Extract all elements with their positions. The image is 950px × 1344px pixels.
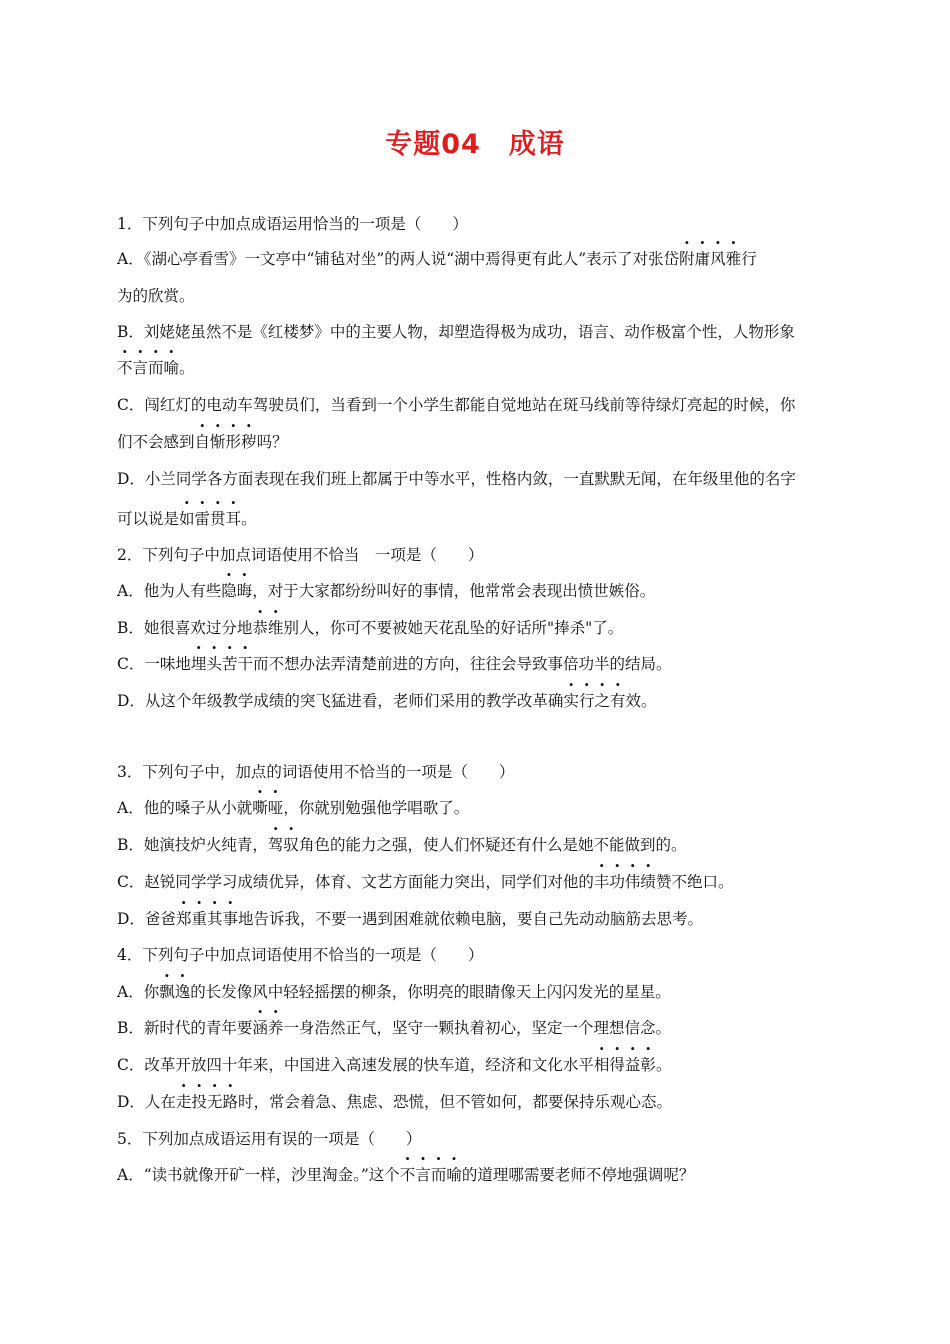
question-1-stem: 1．下列句子中加点成语运用恰当的一项是（ ） <box>117 215 468 233</box>
question-3-option-c: C．赵锐同学学习成绩优异，体育、文艺方面能力突出，同学们对他的丰功伟绩赞不绝口。 <box>117 873 734 891</box>
emphasized-char: 走 <box>175 1093 192 1111</box>
emphasized-char: 路 <box>222 1093 238 1111</box>
question-4-option-a: A．你飘逸的长发像风中轻轻摇摆的柳条，你明亮的眼睛像天上闪闪发光的星星。 <box>117 983 671 1001</box>
emphasized-char: 实 <box>563 692 579 710</box>
emphasized-char: 风 <box>710 250 726 268</box>
question-3-option-d: D．爸爸郑重其事地告诉我，不要一遇到困难就依赖电脑，要自己先动动脑筋去思考。 <box>117 910 704 928</box>
emphasized-char: 重 <box>191 910 207 928</box>
emphasized-char: 飘 <box>159 983 175 1001</box>
question-3-stem: 3．下列句子中，加点的词语使用不恰当的一项是（ ） <box>117 763 515 781</box>
emphasized-char: 丰 <box>593 873 610 891</box>
question-3-option-a: A．他的嗓子从小就嘶哑，你就别勉强他学唱歌了。 <box>117 799 470 817</box>
emphasized-char: 埋 <box>190 655 207 673</box>
emphasized-char: 无 <box>206 1093 223 1111</box>
emphasized-char: 嘶 <box>252 799 268 817</box>
emphasized-char: 苦 <box>221 655 238 673</box>
emphasized-char: 自 <box>194 433 211 451</box>
emphasized-char: 行 <box>578 692 595 710</box>
question-5-stem: 5．下列加点成语运用有误的一项是（ ） <box>117 1130 422 1148</box>
emphasized-char: 伟 <box>624 873 641 891</box>
emphasized-char: 隐 <box>221 582 237 600</box>
question-1-option-d: D．小兰同学各方面表现在我们班上都属于中等水平，性格内敛，一直默默无闻，在年级里他的名字 <box>117 470 796 488</box>
emphasized-char: 晦 <box>236 582 253 600</box>
question-2-option-a: A．他为人有些隐晦，对于大家都纷纷叫好的事情，他常常会表现出愤世嫉俗。 <box>117 582 656 600</box>
emphasized-char: 不 <box>399 1166 416 1184</box>
emphasized-char: 喻 <box>163 359 180 377</box>
question-1-option-b-continued: 不言而喻。 <box>117 359 195 377</box>
page-title: 专题04 成语 <box>385 129 565 160</box>
emphasized-char: 涵 <box>252 1019 268 1037</box>
emphasized-char: 事 <box>222 910 238 928</box>
emphasized-char: 头 <box>206 655 222 673</box>
emphasized-char: 相 <box>593 1056 610 1074</box>
emphasized-char: 庸 <box>694 250 711 268</box>
emphasized-char: 不 <box>117 359 133 377</box>
question-1-option-c-continued: 们不会感到自惭形秽吗？ <box>117 433 288 451</box>
emphasized-char: 有 <box>609 692 626 710</box>
emphasized-char: 喻 <box>446 1166 462 1184</box>
question-2-option-c: C．一味地埋头苦干而不想办法弄清楚前进的方向，往往会导致事倍功半的结局。 <box>117 655 672 673</box>
question-2-stem: 2．下列句子中加点词语使用不恰当 一项是（ ） <box>117 546 484 564</box>
emphasized-char: 雷 <box>194 510 211 528</box>
question-1-option-c: C．闯红灯的电动车驾驶员们，当看到一个小学生都能自觉地站在斑马线前等待绿灯亮起的时候，你 <box>117 396 796 414</box>
question-4-stem: 4．下列句子中加点词语使用不恰当的一项是（ ） <box>117 946 484 964</box>
question-1-option-d-continued: 可以说是如雷贯耳。 <box>117 510 257 528</box>
emphasized-char: 秽 <box>241 433 257 451</box>
emphasized-char: 如 <box>179 510 195 528</box>
emphasized-char: 形 <box>225 433 242 451</box>
emphasized-char: 言 <box>415 1166 431 1184</box>
emphasized-char: 功 <box>609 873 625 891</box>
question-1-option-a-continued: 为的欣赏。 <box>117 287 195 305</box>
emphasized-char: 恭 <box>252 619 268 637</box>
emphasized-char: 驾 <box>267 836 284 854</box>
emphasized-char: 绩 <box>640 873 656 891</box>
emphasized-char: 维 <box>267 619 284 637</box>
question-4-option-b: B．新时代的青年要涵养一身浩然正气，坚守一颗执着初心，坚定一个理想信念。 <box>117 1019 671 1037</box>
emphasized-char: 得 <box>609 1056 625 1074</box>
question-1-option-b: B．刘姥姥虽然不是《红楼梦》中的主要人物，却塑造得极为成功，语言、动作极富个性，人物形象 <box>117 323 795 341</box>
question-2-option-d: D．从这个年级教学成绩的突飞猛进看，老师们采用的教学改革确实行之有效。 <box>117 692 657 710</box>
emphasized-char: 雅 <box>725 250 742 268</box>
emphasized-char: 贯 <box>210 510 226 528</box>
question-5-option-a: A．“读书就像开矿一样，沙里淘金。”这个不言而喻的道理哪需要老师不停地强调呢？ <box>117 1166 695 1184</box>
emphasized-char: 哑 <box>267 799 284 817</box>
question-2-option-b: B．她很喜欢过分地恭维别人，你可不要被她天花乱坠的好话所"捧杀"了。 <box>117 619 624 637</box>
question-1-option-a: A．《湖心亭看雪》一文亭中“铺毡对坐”的两人说“湖中焉得更有此人”表示了对张岱附庸风雅行 <box>117 250 757 268</box>
emphasized-char: 投 <box>191 1093 207 1111</box>
emphasized-char: 惭 <box>210 433 226 451</box>
emphasized-char: 驭 <box>283 836 299 854</box>
emphasized-char: 逸 <box>174 983 191 1001</box>
emphasized-char: 而 <box>430 1166 447 1184</box>
emphasized-char: 而 <box>148 359 164 377</box>
emphasized-char: 养 <box>267 1019 284 1037</box>
question-4-option-c: C．改革开放四十年来，中国进入高速发展的快车道，经济和文化水平相得益彰。 <box>117 1056 672 1074</box>
emphasized-char: 言 <box>132 359 149 377</box>
question-3-option-b: B．她演技炉火纯青，驾驭角色的能力之强，使人们怀疑还有什么是她不能做到的。 <box>117 836 687 854</box>
emphasized-char: 之 <box>594 692 610 710</box>
emphasized-char: 益 <box>624 1056 641 1074</box>
emphasized-char: 附 <box>679 250 695 268</box>
emphasized-char: 郑 <box>175 910 192 928</box>
question-4-option-d: D．人在走投无路时，常会着急、焦虑、恐慌，但不管如何，都要保持乐观心态。 <box>117 1093 673 1111</box>
emphasized-char: 干 <box>237 655 253 673</box>
emphasized-char: 彰 <box>640 1056 656 1074</box>
emphasized-char: 其 <box>206 910 223 928</box>
emphasized-char: 耳 <box>225 510 242 528</box>
